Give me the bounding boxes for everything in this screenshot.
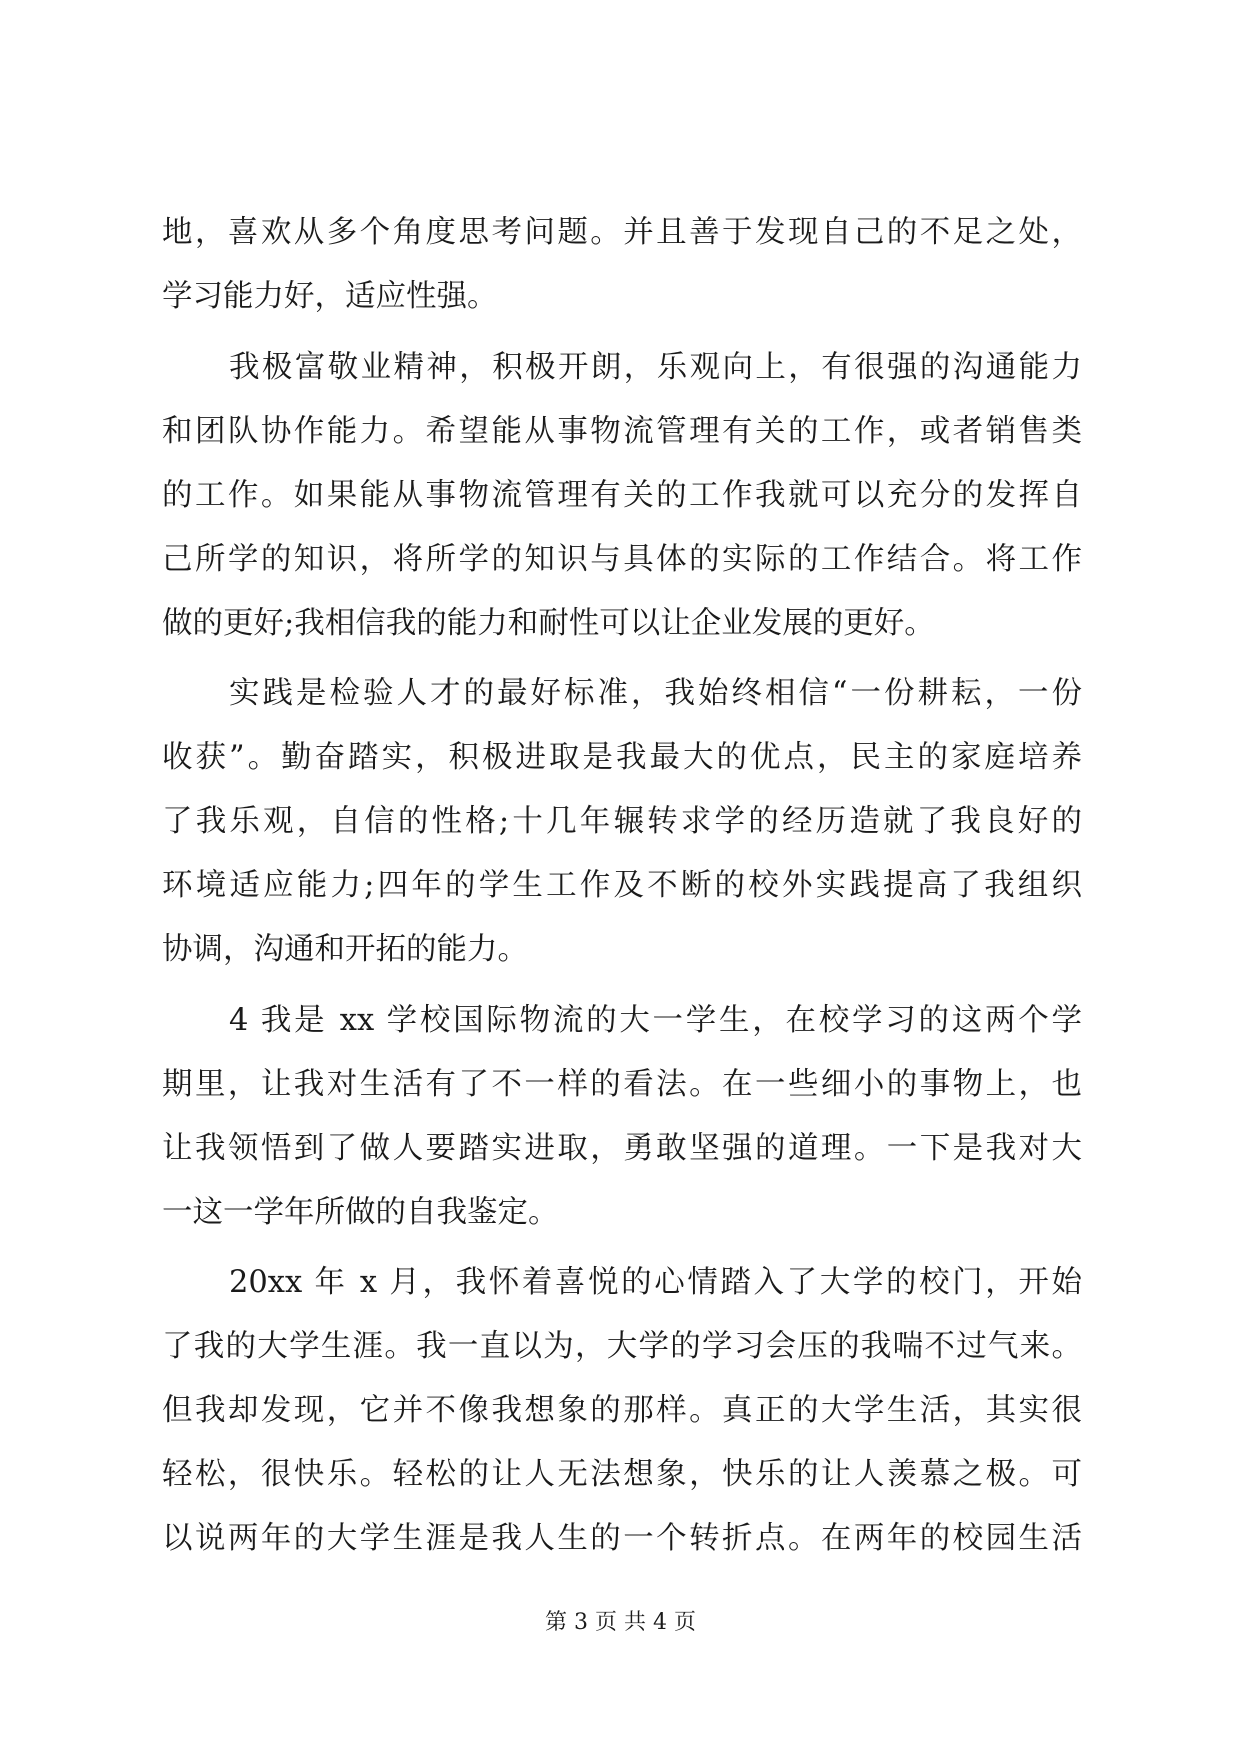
text-line: 学习能力好，适应性强。 (162, 279, 498, 314)
text-line: 期里，让我对生活有了不一样的看法。在一些细小的事物上，也 (162, 1067, 1082, 1102)
page-footer: 第 3 页 共 4 页 (545, 1610, 696, 1635)
text-line: 轻松，很快乐。轻松的让人无法想象，快乐的让人羡慕之极。可 (162, 1457, 1082, 1492)
text-line: 4 我是 xx 学校国际物流的大一学生，在校学习的这两个学 (229, 1003, 1082, 1038)
text-line: 做的更好;我相信我的能力和耐性可以让企业发展的更好。 (162, 606, 935, 641)
text-line: 了我的大学生涯。我一直以为，大学的学习会压的我喘不过气来。 (162, 1329, 1082, 1364)
text-line: 己所学的知识，将所学的知识与具体的实际的工作结合。将工作 (162, 542, 1082, 577)
text-line: 一这一学年所做的自我鉴定。 (162, 1195, 559, 1230)
text-line: 以说两年的大学生涯是我人生的一个转折点。在两年的校园生活 (162, 1521, 1082, 1556)
text-line: 20xx 年 x 月，我怀着喜悦的心情踏入了大学的校门，开始 (229, 1265, 1082, 1300)
text-line: 实践是检验人才的最好标准，我始终相信“一份耕耘，一份 (229, 676, 1082, 711)
text-line: 我极富敬业精神，积极开朗，乐观向上，有很强的沟通能力 (229, 350, 1082, 385)
text-line: 但我却发现，它并不像我想象的那样。真正的大学生活，其实很 (162, 1393, 1082, 1428)
text-line: 了我乐观，自信的性格;十几年辗转求学的经历造就了我良好的 (162, 804, 1082, 839)
text-line: 环境适应能力;四年的学生工作及不断的校外实践提高了我组织 (162, 868, 1082, 903)
text-line: 地，喜欢从多个角度思考问题。并且善于发现自己的不足之处， (162, 215, 1082, 250)
text-line: 协调，沟通和开拓的能力。 (162, 932, 528, 967)
text-line: 的工作。如果能从事物流管理有关的工作我就可以充分的发挥自 (162, 478, 1082, 513)
text-line: 让我领悟到了做人要踏实进取，勇敢坚强的道理。一下是我对大 (162, 1131, 1082, 1166)
text-line: 和团队协作能力。希望能从事物流管理有关的工作，或者销售类 (162, 414, 1082, 449)
text-line: 收获”。勤奋踏实，积极进取是我最大的优点，民主的家庭培养 (162, 740, 1082, 775)
